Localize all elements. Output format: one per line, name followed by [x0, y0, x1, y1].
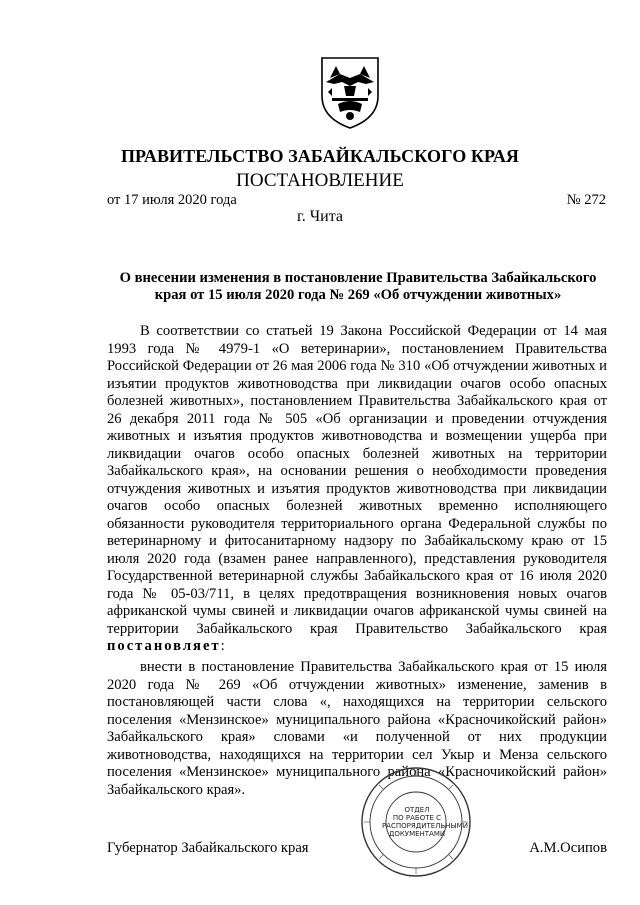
- signer-name: А.М.Осипов: [529, 840, 607, 856]
- document-date: от 17 июля 2020 года: [107, 192, 237, 208]
- title-line-2: края от 15 июля 2020 года № 269 «Об отчуждении животных»: [154, 287, 562, 303]
- document-number: № 272: [566, 192, 606, 208]
- resolves-word: постановляет: [107, 638, 221, 654]
- preamble-text: В соответствии со статьей 19 Закона Российской Федерации от 14 мая 1993 года № 4979-1 «О ветеринарии», постановлением Правительства Российской Федерации от 26 мая 2006 года № 310 «Об отчуждении животных и изъятии продуктов животноводства при ликвидации очагов особо опасных болезней животных», постановлением Правительства Забайкальского края от 26 декабря 2011 года № 505 «Об организации и проведении отчуждения животных и изъятия продуктов животноводства и возмещении ущерба при ликвидации очагов особо опасных болезней животных на территории Забайкальского края», на основании решения о необходимости проведения отчуждения животных и изъятия продуктов животноводства при ликвидации очагов особо опасных болезней животных временно исполняющего обязанности руководителя территориального органа Федеральной службы по ветеринарному и фитосанитарному надзору по Забайкальскому краю от 15 июля 2020 года (взамен ранее направленного), представления руководителя Государственной ветеринарной службы Забайкальского края от 16 июля 2020 года № 05-03/711, в целях предотвращения возникновения новых очагов африканской чумы свиней и ликвидации очагов африканской чумы свиней на территории Забайкальского края Правительство Забайкальского края: [107, 323, 607, 637]
- stamp-line: ПО РАБОТЕ С: [392, 814, 442, 822]
- stamp-line: РАСПОРЯДИТЕЛЬНЫМИ: [382, 822, 468, 830]
- city: г. Чита: [296, 208, 343, 225]
- signer-position: Губернатор Забайкальского края: [107, 840, 309, 856]
- document-type: ПОСТАНОВЛЕНИЕ: [236, 170, 404, 191]
- coat-of-arms-icon: [310, 52, 390, 132]
- stamp-text: [382, 806, 468, 838]
- document-title: [108, 270, 608, 304]
- stamp-line: ДОКУМЕНТАМИ: [388, 830, 446, 838]
- title-line-1: О внесении изменения в постановление Правительства Забайкальского: [119, 270, 597, 286]
- stamp-line: ОТДЕЛ: [404, 806, 430, 814]
- preamble-paragraph: В соответствии со статьей 19 Закона Российской Федерации от 14 мая 1993 года № 4979-1 «О ветеринарии», постановлением Правительства Российской Федерации от 26 мая 2006 года № 310 «Об отчуждении животных и изъятии продуктов животноводства при ликвидации очагов особо опасных болезней животных», постановлением Правительства Забайкальского края от 26 декабря 2011 года № 505 «Об организации и проведении отчуждения животных и изъятия продуктов животноводства и возмещении ущерба при ликвидации очагов особо опасных болезней животных на территории Забайкальского края», на основании решения о необходимости проведения отчуждения животных и изъятия продуктов животноводства при ликвидации очагов особо опасных болезней животных временно исполняющего обязанности руководителя территориального органа Федеральной службы по ветеринарному и фитосанитарному надзору по Забайкальскому краю от 15 июля 2020 года (взамен ранее направленного), представления руководителя Государственной ветеринарной службы Забайкальского края от 16 июля 2020 года № 05-03/711, в целях предотвращения возникновения новых очагов африканской чумы свиней и ликвидации очагов африканской чумы свиней на территории Забайкальского края Правительство Забайкальского края постановляет:: [107, 323, 607, 654]
- organization-name: ПРАВИТЕЛЬСТВО ЗАБАЙКАЛЬСКОГО КРАЯ: [120, 146, 520, 166]
- resolution-paragraph: внести в постановление Правительства Забайкальского края от 15 июля 2020 года № 269 «Об отчуждении животных» изменение, заменив в постановляющей части слова «, находящихся на территории сельского поселения «Мензинское» муниципального района «Красночикойский район» Забайкальского края» словами «и полученной от них продукции животноводства, находящихся на территории сел Укыр и Менза сельского поселения «Мензинское» муниципального района «Красночикойский район» Забайкальского края».: [107, 659, 607, 798]
